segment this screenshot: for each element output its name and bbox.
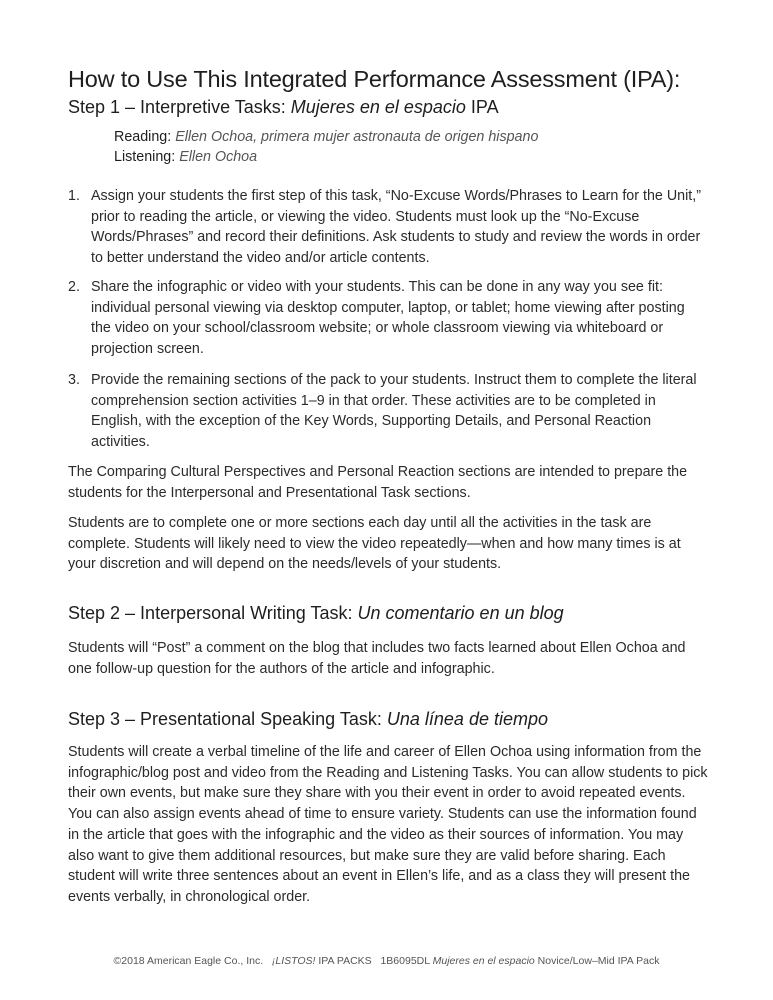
reading-source <box>114 127 754 147</box>
footer-series-italic: ¡LISTOS! <box>271 955 316 967</box>
heading-text: Step 2 – Interpersonal Writing Task: <box>68 603 358 623</box>
footer-copyright: ©2018 American Eagle Co., Inc. <box>113 955 264 967</box>
heading-italic: Mujeres en el espacio <box>290 97 466 117</box>
paragraph: Students will create a verbal timeline of the life and career of Ellen Ochoa using information from the infographic/blog post and video from the Reading and Listening Tasks. You can allow students to pick their own events, but make sure they share with you their event in order to avoid repeated events. You can also assign events ahead of time to ensure variety. Students can use the information found in the article that goes with the infographic and the video as their sources of information. You may also want to give them additional resources, but make sure they are valid before sharing. Each student will write three sentences about an event in Ellen’s life, and as a class they will present the events verbally, in chronological order. <box>68 744 708 905</box>
list-text: Assign your students the first step of this task, “No-Excuse Words/Phrases to Learn for the Unit,” prior to reading the article, or viewing the video. Students must look up the “No-Excuse Words/Phrases” and record their definitions. Ask students to study and review the words in order to better understand the video and/or article contents. <box>91 188 701 267</box>
list-text: Provide the remaining sections of the pack to your students. Instruct them to complete the literal comprehension section activities 1–9 in that order. These activities are to be completed in English, with the exception of the Key Words, Supporting Details, and Personal Reaction activities. <box>91 372 697 451</box>
sources <box>114 127 754 167</box>
heading-italic: Una línea de tiempo <box>386 709 548 729</box>
step1-heading <box>68 97 708 118</box>
paragraph: Students are to complete one or more sections each day until all the activities in the task are complete. Students will likely need to view the video repeatedly—when and how many times is at your discretion and will depend on the needs/levels of your students. <box>68 515 681 573</box>
heading-text: Step 3 – Presentational Speaking Task: <box>68 709 387 729</box>
listening-title: Ellen Ochoa <box>179 149 258 165</box>
page-title: How to Use This Integrated Performance Assessment (IPA): <box>68 66 681 92</box>
footer-code: 1B6095DL <box>380 955 430 967</box>
listening-label: Listening: <box>114 149 176 165</box>
reading-title: Ellen Ochoa, primera mujer astronauta de origen hispano <box>175 129 539 145</box>
step2-heading <box>68 603 708 624</box>
list-item <box>68 277 708 360</box>
reading-label: Reading: <box>114 129 172 145</box>
paragraph: The Comparing Cultural Perspectives and Personal Reaction sections are intended to prepare the students for the Interpersonal and Presentational Task sections. <box>68 464 688 501</box>
list-number: 2. <box>68 279 80 295</box>
listening-source <box>114 147 754 167</box>
list-item <box>68 370 708 453</box>
paragraph: Students will “Post” a comment on the blog that includes two facts learned about Ellen Ochoa and one follow-up question for the authors of the article and infographic. <box>68 640 686 677</box>
footer-series: IPA PACKS <box>315 955 372 967</box>
list-item <box>68 186 708 269</box>
footer <box>0 955 773 967</box>
list-number: 3. <box>68 372 80 388</box>
footer-pack: Novice/Low–Mid IPA Pack <box>534 955 660 967</box>
list-number: 1. <box>68 188 80 204</box>
heading-text: Step 1 – Interpretive Tasks: <box>68 97 291 117</box>
footer-pack-italic: Mujeres en el espacio <box>432 955 535 967</box>
heading-italic: Un comentario en un blog <box>357 603 564 623</box>
list-text: Share the infographic or video with your students. This can be done in any way you see fit: individual personal viewing via desktop computer, laptop, or tablet; home viewing after posting the video on your school/classroom website; or whole classroom viewing via whiteboard or projection screen. <box>91 279 685 358</box>
heading-suffix: IPA <box>465 97 499 117</box>
step3-heading <box>68 709 708 730</box>
